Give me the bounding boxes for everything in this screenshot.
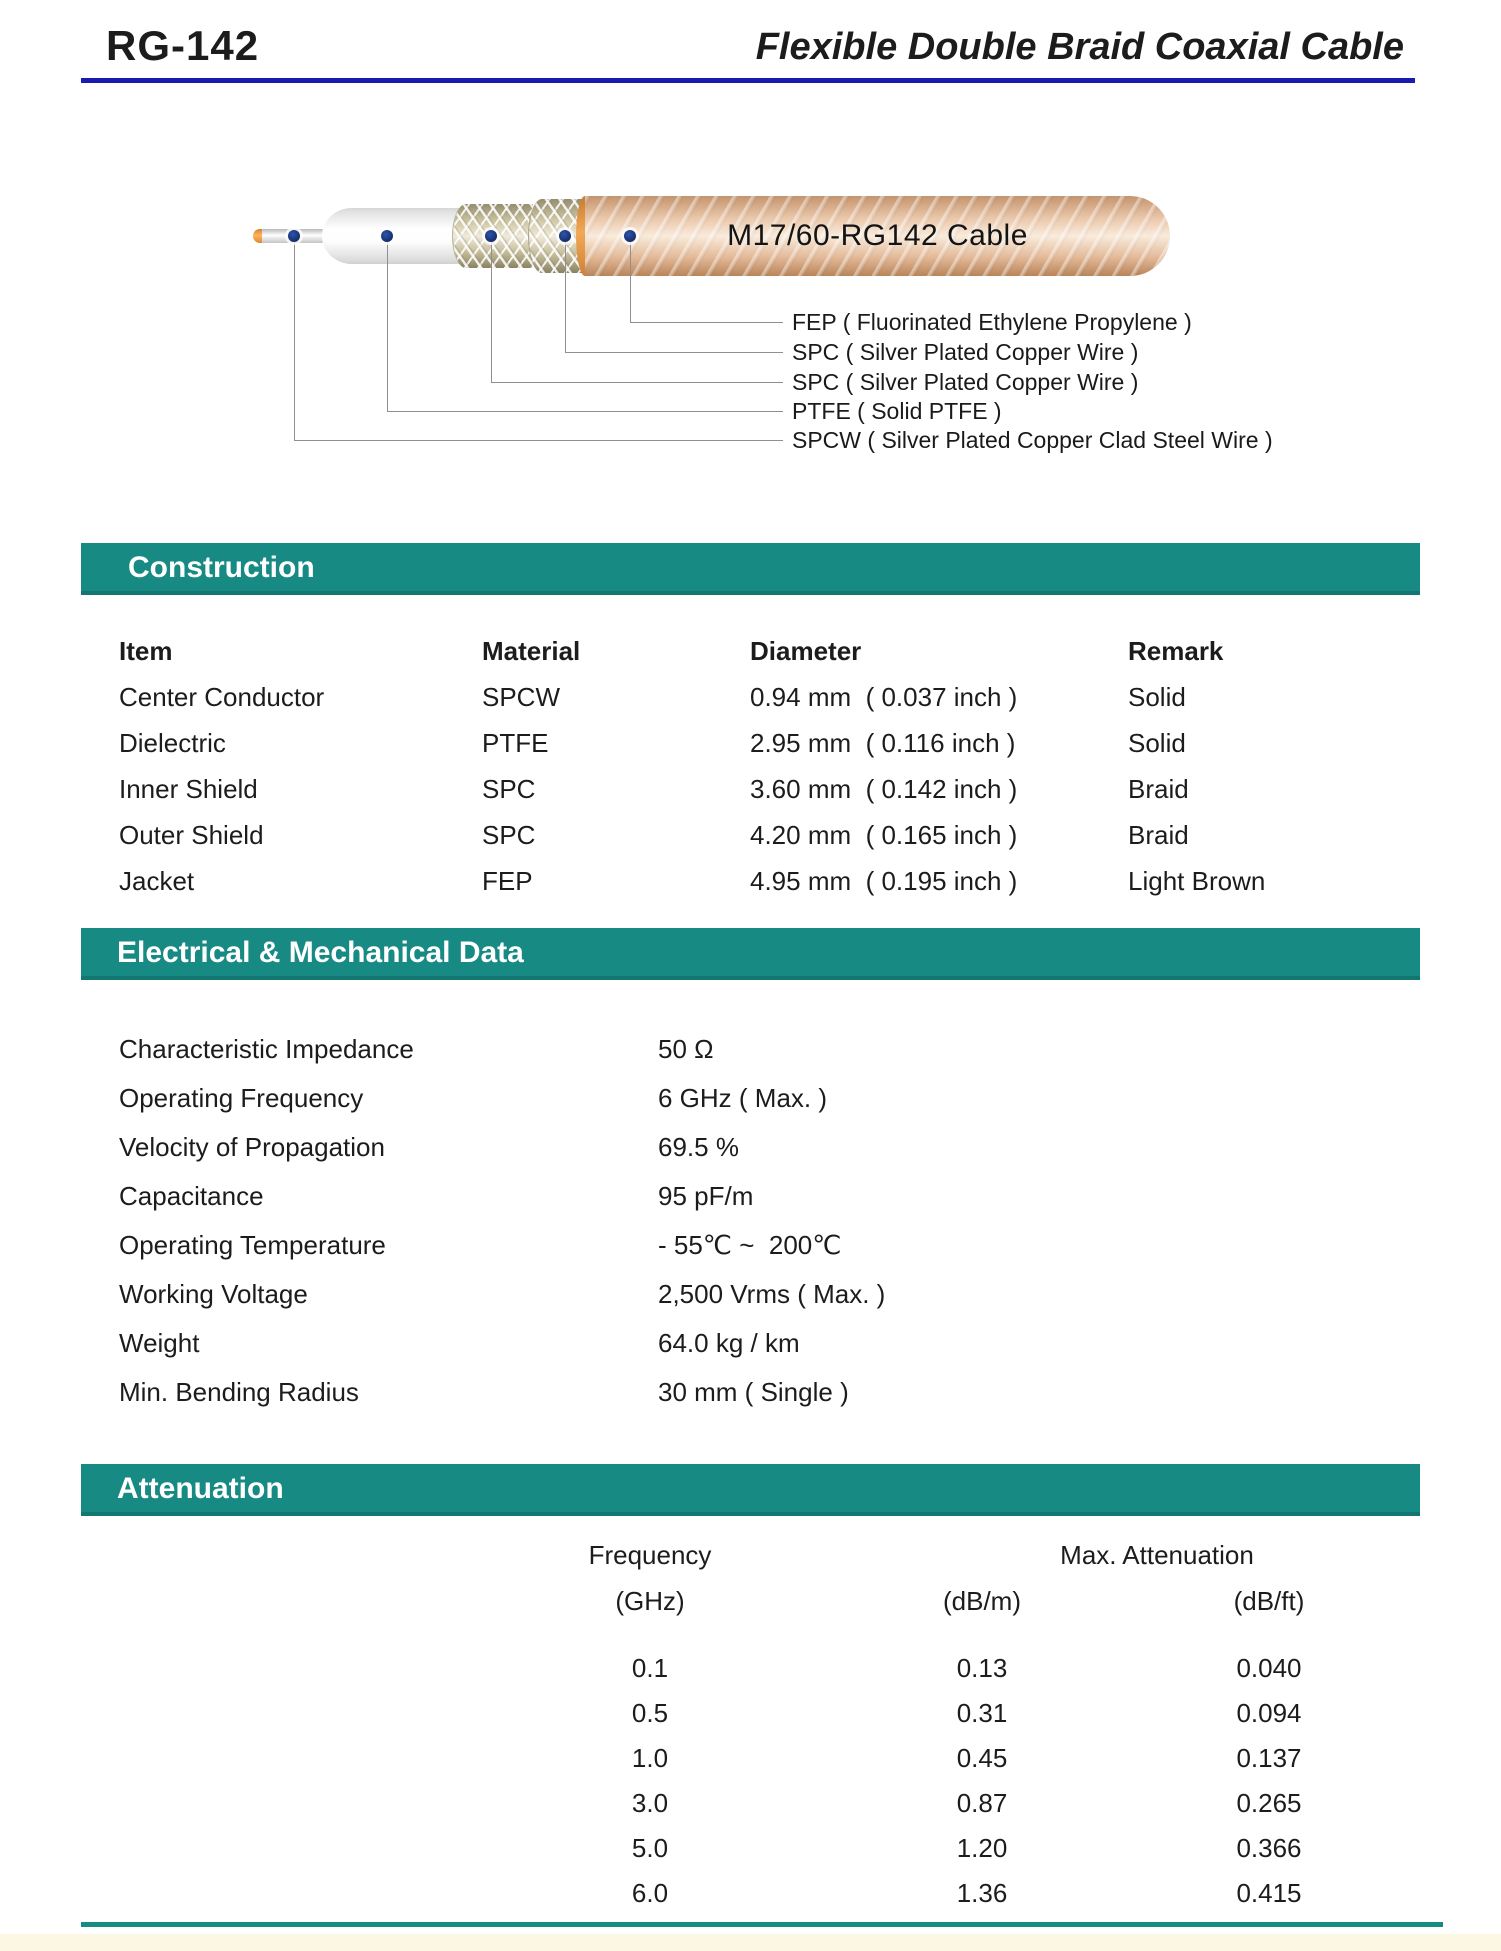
dielectric-layer: [322, 208, 468, 264]
jacket-layer: [585, 196, 1170, 276]
property-label: Working Voltage: [119, 1279, 308, 1309]
table-cell: Jacket: [119, 866, 195, 896]
footer-divider: [81, 1922, 1443, 1927]
table-cell: Inner Shield: [119, 774, 258, 804]
table-cell: 0.94 mm ( 0.037 inch ): [750, 682, 1018, 712]
table-cell: 0.366: [1236, 1833, 1302, 1863]
column-header: Item: [119, 636, 173, 666]
callout-label-spcw: SPCW ( Silver Plated Copper Clad Steel Wire ): [792, 427, 1273, 453]
table-cell: Braid: [1128, 774, 1189, 804]
leader-line: [491, 382, 783, 383]
leader-line: [630, 242, 631, 322]
document-subtitle: Flexible Double Braid Coaxial Cable: [755, 26, 1404, 68]
section-header-construction: Construction: [81, 543, 1420, 595]
property-value: 6 GHz ( Max. ): [658, 1083, 828, 1113]
callout-label-spc-outer: SPC ( Silver Plated Copper Wire ): [792, 339, 1139, 365]
table-cell: Dielectric: [119, 728, 226, 758]
table-cell: 0.45: [956, 1743, 1008, 1773]
property-label: Operating Temperature: [119, 1230, 386, 1260]
property-value: 2,500 Vrms ( Max. ): [658, 1279, 886, 1309]
table-cell: PTFE: [482, 728, 549, 758]
leader-line: [294, 242, 295, 440]
table-cell: 1.20: [956, 1833, 1008, 1863]
table-cell: 1.36: [956, 1878, 1008, 1908]
leader-line: [387, 411, 783, 412]
leader-line: [565, 242, 566, 352]
property-value: 64.0 kg / km: [658, 1328, 800, 1358]
table-cell: 0.5: [631, 1698, 669, 1728]
page-bottom-strip: [0, 1934, 1501, 1951]
section-header-attenuation: Attenuation: [81, 1464, 1420, 1516]
property-value: 30 mm ( Single ): [658, 1377, 849, 1407]
property-value: 50 Ω: [658, 1034, 714, 1064]
callout-dot-jacket: [624, 230, 636, 242]
table-cell: 0.094: [1236, 1698, 1302, 1728]
leader-line: [565, 352, 783, 353]
table-cell: 5.0: [631, 1833, 669, 1863]
table-cell: 6.0: [631, 1878, 669, 1908]
attenuation-table-header: [430, 1532, 1444, 1624]
table-cell: 2.95 mm ( 0.116 inch ): [750, 728, 1016, 758]
property-value: 95 pF/m: [658, 1181, 754, 1211]
table-cell: Solid: [1128, 682, 1186, 712]
table-cell: 0.415: [1236, 1878, 1302, 1908]
electrical-data-list: [119, 1025, 1298, 1417]
property-label: Weight: [119, 1328, 200, 1358]
leader-line: [491, 242, 492, 382]
table-cell: 4.20 mm ( 0.165 inch ): [750, 820, 1018, 850]
section-header-electrical: Electrical & Mechanical Data: [81, 928, 1420, 980]
callout-label-spc-inner: SPC ( Silver Plated Copper Wire ): [792, 369, 1139, 395]
table-cell: 0.1: [631, 1653, 669, 1683]
callout-dot-inner-shield: [485, 230, 497, 242]
callout-dot-outer-shield: [559, 230, 571, 242]
table-cell: 0.040: [1236, 1653, 1302, 1683]
leader-line: [294, 440, 783, 441]
callout-label-ptfe: PTFE ( Solid PTFE ): [792, 398, 1002, 424]
table-cell: Center Conductor: [119, 682, 325, 712]
table-cell: 4.95 mm ( 0.195 inch ): [750, 866, 1018, 896]
property-label: Characteristic Impedance: [119, 1034, 414, 1064]
table-cell: 0.137: [1236, 1743, 1302, 1773]
column-header: Material: [482, 636, 581, 666]
unit-header: (dB/m): [943, 1586, 1021, 1616]
cable-name-label: M17/60-RG142 Cable: [727, 219, 1028, 252]
table-cell: Light Brown: [1128, 866, 1266, 896]
unit-header: (GHz): [615, 1586, 685, 1616]
table-cell: 3.0: [631, 1788, 669, 1818]
table-cell: 0.13: [956, 1653, 1008, 1683]
callout-dot-conductor: [288, 230, 300, 242]
table-cell: SPC: [482, 820, 536, 850]
property-label: Capacitance: [119, 1181, 264, 1211]
table-cell: Outer Shield: [119, 820, 264, 850]
column-header: Frequency: [588, 1540, 712, 1570]
property-label: Velocity of Propagation: [119, 1132, 385, 1162]
unit-header: (dB/ft): [1233, 1586, 1305, 1616]
header-divider: [81, 78, 1415, 83]
table-cell: 3.60 mm ( 0.142 inch ): [750, 774, 1018, 804]
table-cell: Braid: [1128, 820, 1189, 850]
callout-dot-dielectric: [381, 230, 393, 242]
table-cell: SPC: [482, 774, 536, 804]
column-header: Diameter: [750, 636, 862, 666]
column-header: Remark: [1128, 636, 1224, 666]
page-title: RG-142: [106, 22, 260, 69]
leader-line: [387, 242, 388, 411]
attenuation-table: [430, 1646, 1444, 1916]
callout-label-fep: FEP ( Fluorinated Ethylene Propylene ): [792, 309, 1192, 335]
leader-line: [630, 322, 783, 323]
table-cell: Solid: [1128, 728, 1186, 758]
property-value: - 55℃ ~ 200℃: [658, 1230, 842, 1260]
table-cell: 1.0: [631, 1743, 669, 1773]
table-cell: FEP: [482, 866, 533, 896]
property-value: 69.5 %: [658, 1132, 739, 1162]
construction-table: [119, 628, 1418, 904]
property-label: Min. Bending Radius: [119, 1377, 359, 1407]
table-cell: 0.87: [956, 1788, 1008, 1818]
table-cell: SPCW: [482, 682, 560, 712]
column-header: Max. Attenuation: [1060, 1540, 1254, 1570]
property-label: Operating Frequency: [119, 1083, 364, 1113]
table-cell: 0.31: [956, 1698, 1008, 1728]
conductor-tip: [253, 229, 262, 243]
table-cell: 0.265: [1236, 1788, 1302, 1818]
